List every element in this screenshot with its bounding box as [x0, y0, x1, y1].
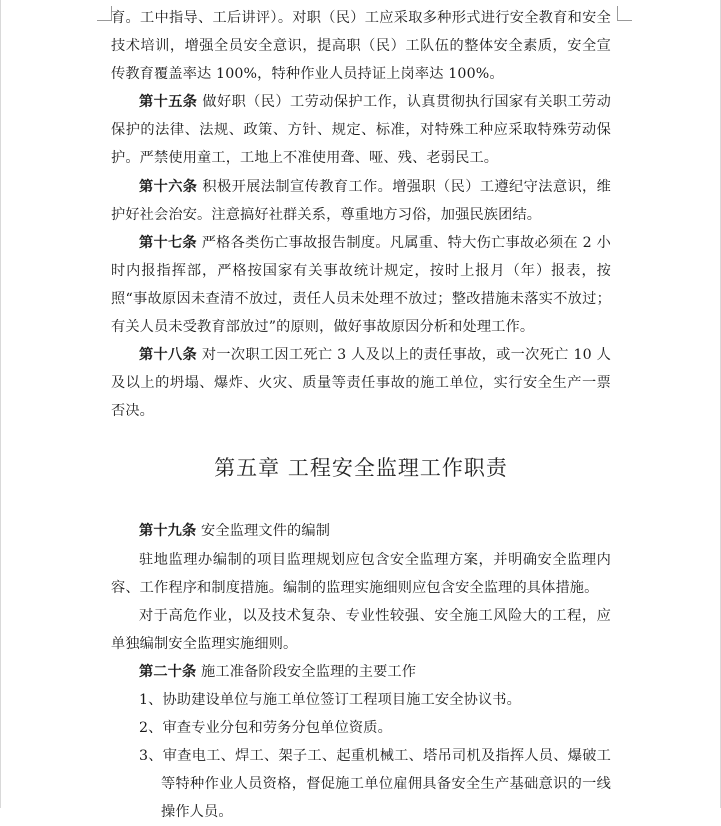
chapter-number: 第五章: [214, 456, 281, 481]
article-heading: [111, 658, 611, 686]
body-paragraph: 驻地监理办编制的项目监理规划应包含安全监理方案，并明确安全监理内容、工作程序和制度措施。编制的监理实施细则应包含安全监理的具体措施。: [111, 551, 611, 596]
article-paragraph: [111, 88, 611, 172]
body-paragraph: 对于高危作业，以及技术复杂、专业性较强、安全施工风险大的工程，应单独编制安全监理实施细则。: [111, 607, 611, 652]
article-text: 严格各类伤亡事故报告制度。凡属重、特大伤亡事故必须在 2 小时内报指挥部，严格按国家有关事故统计规定，按时上报月（年）报表，按照“事故原因未查清不放过，责任人员未处理不放过；整改措施未落实不放过；有关人员未受教育部放过”的原则，做好事故原因分析和处理工作。: [111, 234, 611, 336]
continuation-paragraph: 育。工中指导、工后讲评）。对职（民）工应采取多种形式进行安全教育和安全技术培训，增强全员安全意识，提高职（民）工队伍的整体安全素质，安全宣传教育覆盖率达 100%，特种作业人员持证上岗率达 100%。: [111, 10, 611, 83]
list-item: 2、审查专业分包和劳务分包单位资质。: [139, 720, 392, 737]
page-content: [111, 4, 611, 826]
margin-corner-mark: [617, 6, 632, 21]
article-title: 第十九条: [139, 523, 197, 540]
article-paragraph: [111, 229, 611, 341]
chapter-heading: [111, 453, 611, 483]
article-heading-text: 施工准备阶段安全监理的主要工作: [201, 663, 417, 680]
article-title: 第二十条: [139, 663, 197, 680]
list-item: 3、审查电工、焊工、架子工、起重机械工、塔吊司机及指挥人员、爆破工等特种作业人员资格，督促施工单位雇佣具备安全生产基础意识的一线操作人员。: [139, 748, 611, 821]
article-title: 第十六条: [139, 178, 198, 195]
article-paragraph: [111, 341, 611, 425]
margin-corner-mark: [97, 6, 112, 21]
article-heading: [111, 517, 611, 545]
article-paragraph: [111, 173, 611, 229]
list-item: 1、协助建设单位与施工单位签订工程项目施工安全协议书。: [139, 691, 521, 708]
chapter-title: 工程安全监理工作职责: [287, 456, 508, 481]
article-text: 积极开展法制宣传教育工作。增强职（民）工遵纪守法意识，维护好社会治安。注意搞好社群关系，尊重地方习俗，加强民族团结。: [111, 178, 611, 223]
article-title: 第十七条: [139, 234, 197, 251]
article-title: 第十五条: [139, 94, 198, 111]
article-text: 做好职（民）工劳动保护工作，认真贯彻执行国家有关职工劳动保护的法律、法规、政策、方针、规定、标准，对特殊工种应采取特殊劳动保护。严禁使用童工，工地上不准使用聋、哑、残、老弱民工。: [111, 94, 611, 167]
article-heading-text: 安全监理文件的编制: [201, 523, 331, 540]
article-text: 对一次职工因工死亡 3 人及以上的责任事故，或一次死亡 10 人及以上的坍塌、爆炸、火灾、质量等责任事故的施工单位，实行安全生产一票否决。: [111, 347, 611, 420]
article-title: 第十八条: [139, 347, 197, 364]
